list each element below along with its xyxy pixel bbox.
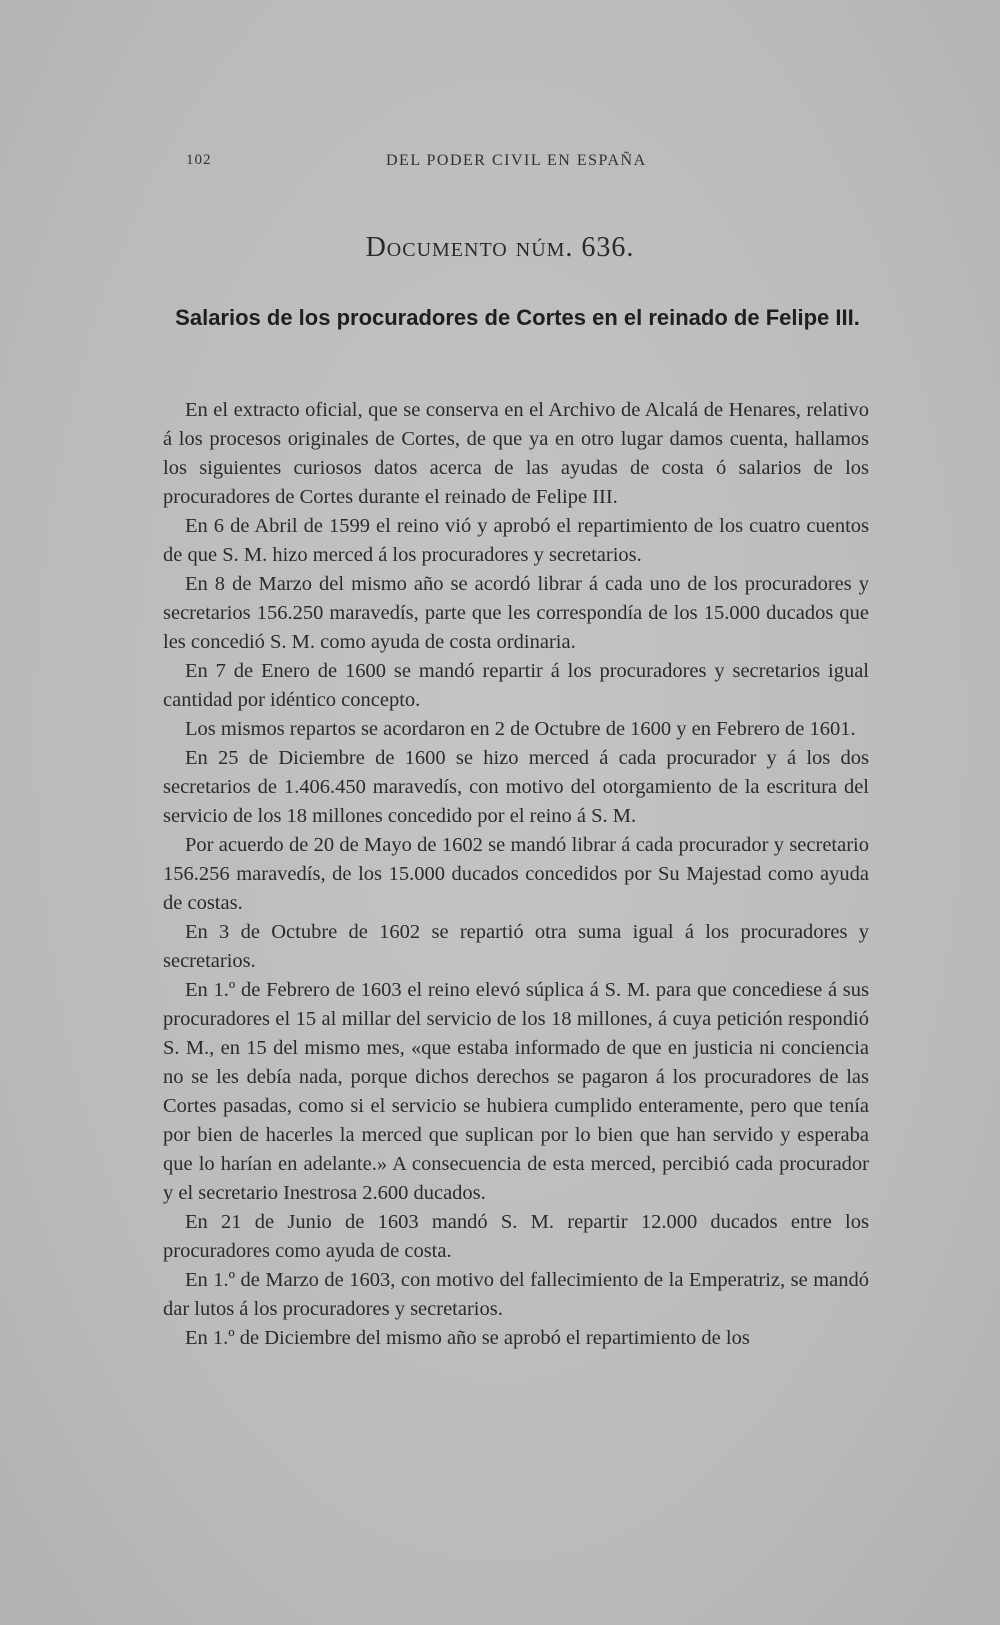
paragraph: En 6 de Abril de 1599 el reino vió y aprobó el repartimiento de los cuatro cuentos de que S. M. hizo merced á los procuradores y secretarios. — [163, 515, 869, 566]
document-title-text: Documento núm. 636. — [365, 232, 635, 263]
paragraph: En 25 de Diciembre de 1600 se hizo merced á cada procurador y á los dos secretarios de 1.406.450 maravedís, con motivo del otorgamiento de la escritura del servicio de los 18 millones concedido por el reino á S. M. — [163, 747, 869, 827]
paragraph: En 8 de Marzo del mismo año se acordó librar á cada uno de los procuradores y secretarios 156.250 maravedís, parte que les correspondía de los 15.000 ducados que les concedió S. M. como ayuda de costa ordinaria. — [163, 573, 869, 653]
paragraph: En 1.º de Marzo de 1603, con motivo del fallecimiento de la Emperatriz, se mandó dar lutos á los procuradores y secretarios. — [163, 1269, 869, 1320]
running-title: DEL PODER CIVIL EN ESPAÑA — [386, 152, 647, 169]
document-subtitle: Salarios de los procuradores de Cortes en el reinado de Felipe III. — [175, 305, 860, 330]
document-title — [0, 232, 1000, 264]
paragraph: En el extracto oficial, que se conserva en el Archivo de Alcalá de Henares, relativo á los procesos originales de Cortes, de que ya en otro lugar damos cuenta, hallamos los siguientes curiosos datos acerca de las ayudas de costa ó salarios de los procuradores de Cortes durante el reinado de Felipe III. — [163, 399, 869, 508]
paragraph: Por acuerdo de 20 de Mayo de 1602 se mandó librar á cada procurador y secretario 156.256 maravedís, de los 15.000 ducados concedidos por Su Majestad como ayuda de costas. — [163, 834, 869, 914]
body-text — [163, 396, 869, 1353]
paragraph: En 1.º de Diciembre del mismo año se aprobó el repartimiento de los — [185, 1327, 750, 1349]
paragraph: En 1.º de Febrero de 1603 el reino elevó súplica á S. M. para que concediese á sus procuradores el 15 al millar del servicio de los 18 millones, á cuya petición respondió S. M., en 15 del mismo mes, «que estaba informado de que en justicia ni conciencia no se les debía nada, porque dichos derechos se pagaron á los procuradores de las Cortes pasadas, como si el servicio se hubiera cumplido enteramente, pero que tenía por bien de hacerles la merced que suplican por lo bien que han servido y esperaba que lo harían en adelante.» A consecuencia de esta merced, percibió cada procurador y el secretario Inestrosa 2.600 ducados. — [163, 979, 869, 1204]
page-number: 102 — [186, 152, 212, 168]
paragraph: En 3 de Octubre de 1602 se repartió otra suma igual á los procuradores y secretarios. — [163, 921, 869, 972]
paragraph: Los mismos repartos se acordaron en 2 de Octubre de 1600 y en Febrero de 1601. — [185, 718, 856, 740]
paragraph: En 7 de Enero de 1600 se mandó repartir á los procuradores y secretarios igual cantidad por idéntico concepto. — [163, 660, 869, 711]
paragraph: En 21 de Junio de 1603 mandó S. M. repartir 12.000 ducados entre los procuradores como ayuda de costa. — [163, 1211, 869, 1262]
